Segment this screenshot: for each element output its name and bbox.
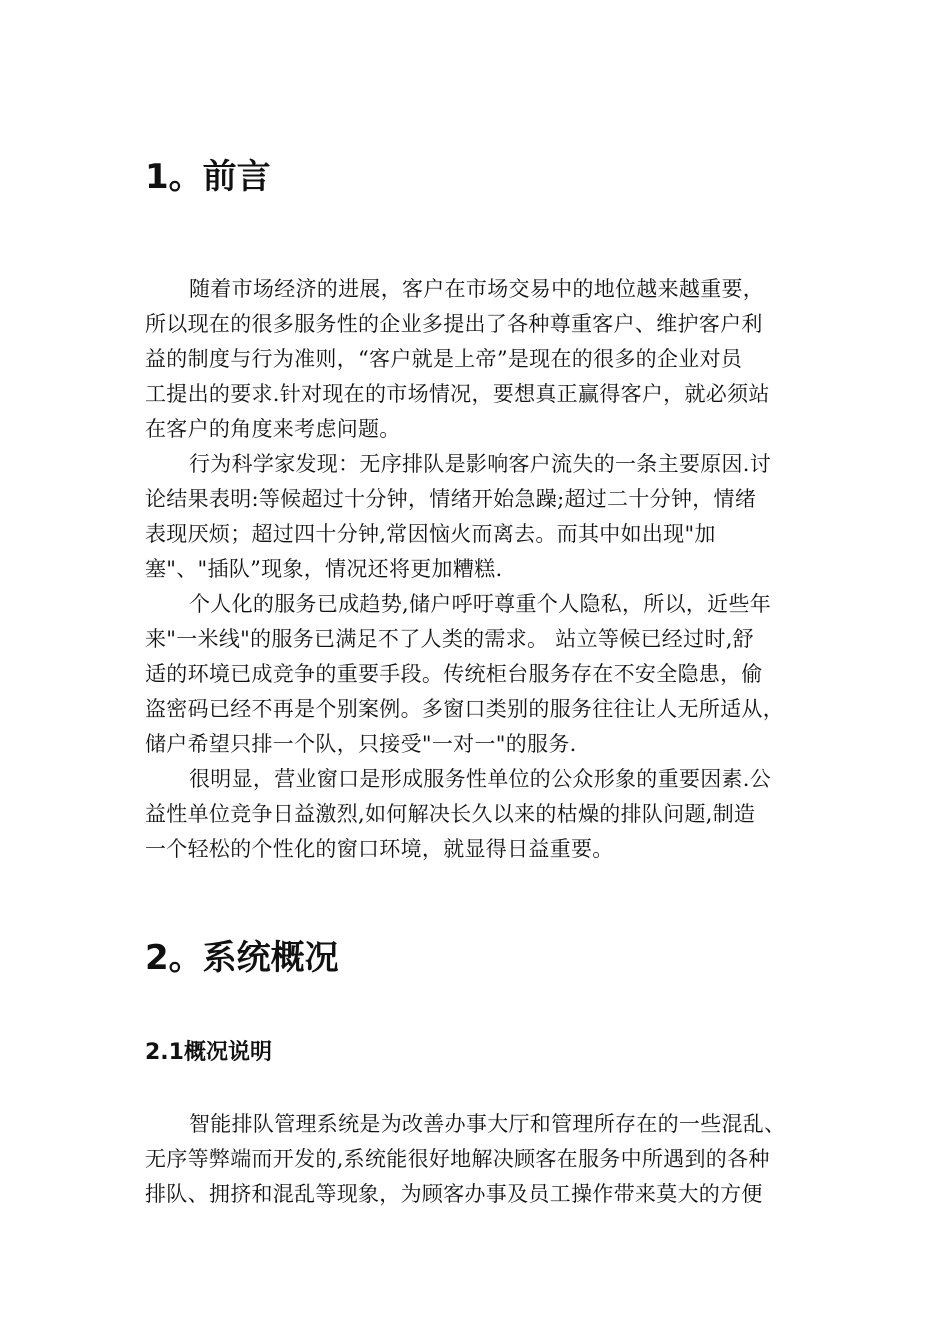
paragraph-line: 行为科学家发现：无序排队是影响客户流失的一条主要原因.讨 (189, 452, 772, 476)
paragraph-line: 论结果表明:等候超过十分钟，情绪开始急躁;超过二十分钟，情绪 (145, 487, 757, 511)
paragraph-line: 个人化的服务已成趋势,储户呼吁尊重个人隐私，所以，近些年 (189, 592, 772, 616)
paragraph-4 (145, 762, 825, 867)
paragraph-line: 益性单位竞争日益激烈,如何解决长久以来的枯燥的排队问题,制造 (145, 802, 756, 826)
paragraph-line: 一个轻松的个性化的窗口环境，就显得日益重要。 (145, 837, 614, 861)
paragraph-line: 表现厌烦；超过四十分钟,常因恼火而离去。而其中如出现"加 (145, 522, 716, 546)
paragraph-line: 随着市场经济的进展，客户在市场交易中的地位越来越重要， (189, 277, 765, 301)
paragraph-line: 在客户的角度来考虑问题。 (145, 417, 401, 441)
paragraph-line: 储户希望只排一个队，只接受"一对一"的服务. (145, 732, 577, 756)
paragraph-line: 所以现在的很多服务性的企业多提出了各种尊重客户、维护客户利 (145, 312, 763, 336)
paragraph-line: 盗密码已经不再是个别案例。多窗口类别的服务往往让人无所适从， (145, 697, 784, 721)
section-heading-overview: 2。系统概况 (145, 938, 339, 978)
paragraph-line: 排队、拥挤和混乱等现象，为顾客办事及员工操作带来莫大的方便 (145, 1182, 763, 1206)
section-heading-preface: 1。前言 (145, 157, 271, 197)
paragraph-line: 塞"、"插队”现象，情况还将更加糟糕. (145, 557, 503, 581)
paragraph-5 (145, 1107, 825, 1212)
paragraph-line: 工提出的要求.针对现在的市场情况，要想真正赢得客户，就必须站 (145, 382, 770, 406)
paragraph-1 (145, 272, 825, 447)
paragraph-line: 无序等弊端而开发的,系统能很好地解决顾客在服务中所遇到的各种 (145, 1147, 770, 1171)
paragraph-line: 益的制度与行为准则，“客户就是上帝”是现在的很多的企业对员 (145, 347, 743, 371)
paragraph-2 (145, 447, 825, 587)
paragraph-line: 很明显，营业窗口是形成服务性单位的公众形象的重要因素.公 (189, 767, 772, 791)
paragraph-3 (145, 587, 825, 762)
paragraph-line: 来"一米线"的服务已满足不了人类的需求。 站立等候已经过时,舒 (145, 627, 754, 651)
paragraph-line: 智能排队管理系统是为改善办事大厅和管理所存在的一些混乱、 (189, 1112, 786, 1136)
subsection-heading-overview-description: 2.1概况说明 (145, 1040, 272, 1065)
paragraph-line: 适的环境已成竞争的重要手段。传统柜台服务存在不安全隐患，偷 (145, 662, 763, 686)
